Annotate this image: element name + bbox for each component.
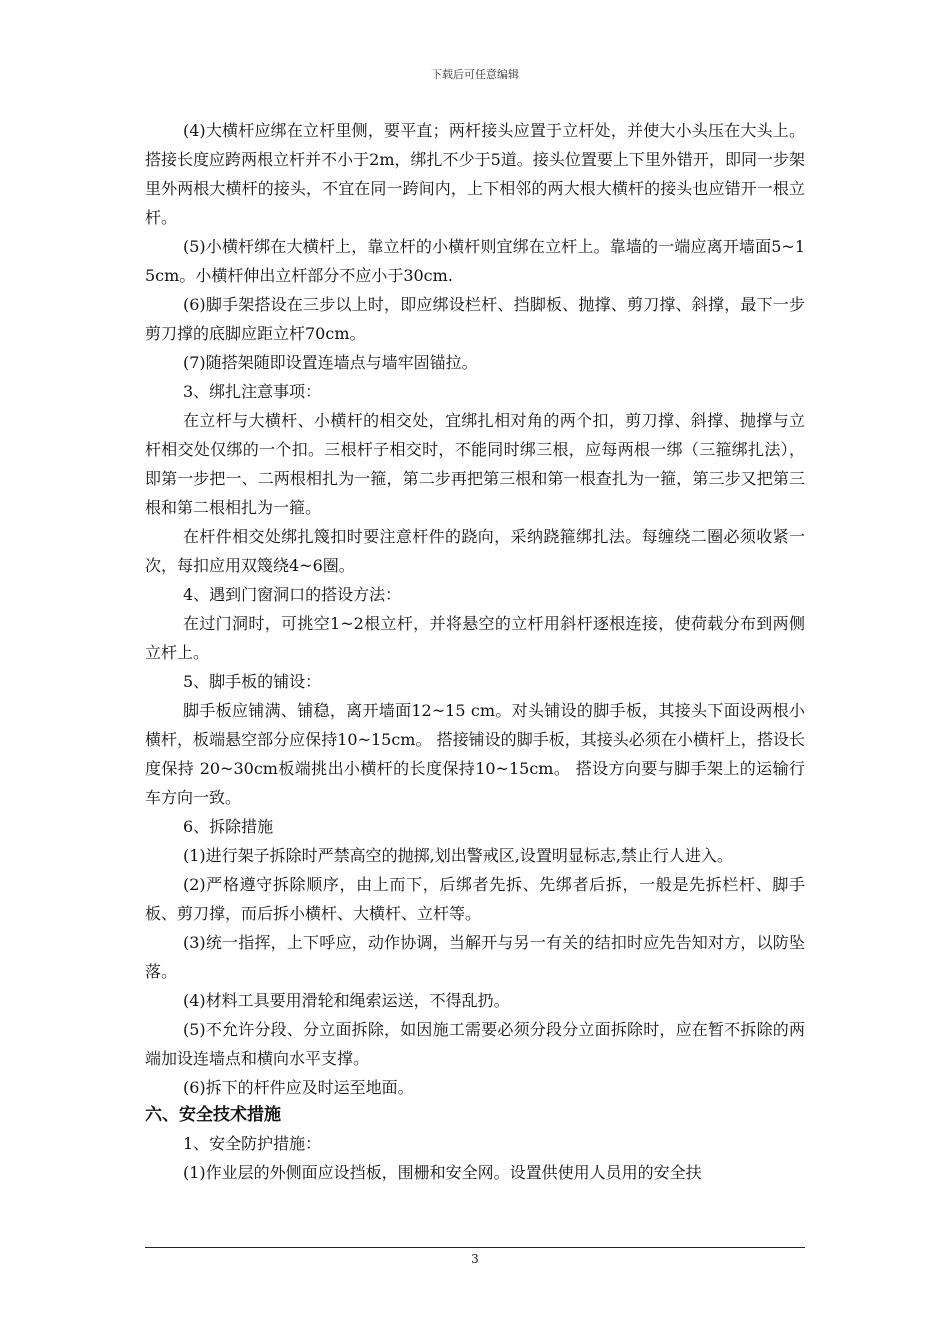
paragraph-dismantle-3: (3)统一指挥，上下呼应，动作协调，当解开与另一有关的结扣时应先告知对方，以防坠落。 [145, 933, 805, 981]
subheading-scaffold-board: 5、脚手板的铺设： [183, 672, 322, 691]
paragraph-dismantle-4: (4)材料工具要用滑轮和绳索运送，不得乱扔。 [183, 991, 510, 1010]
document-body [145, 116, 805, 1187]
subheading-dismantling: 6、拆除措施 [183, 817, 274, 836]
section-heading-safety: 六、安全技术措施 [145, 1105, 281, 1125]
paragraph-scaffold-board: 脚手板应铺满、铺稳，离开墙面12~15 cm。对头铺设的脚手板，其接头下面设两根小横杆，板端悬空部分应保持10~15cm。 搭接铺设的脚手板，其接头必须在小横杆上，搭设长度保持 20~30cm板端挑出小横杆的长度保持10~15cm。 搭设方向要与脚手架上的运输行车方向一致。 [145, 701, 805, 807]
paragraph-dismantle-1: (1)进行架子拆除时严禁高空的抛掷,划出警戒区,设置明显标志,禁止行人进入。 [183, 846, 733, 865]
page-number: 3 [471, 1252, 479, 1266]
footer-divider [145, 1247, 805, 1248]
paragraph-5: (5)小横杆绑在大横杆上，靠立杆的小横杆则宜绑在立杆上。靠墙的一端应离开墙面5~15cm。小横杆伸出立杆部分不应小于30cm. [145, 237, 805, 285]
subheading-door-window: 4、遇到门窗洞口的搭设方法： [183, 585, 402, 604]
subheading-safety-protection: 1、安全防护措施： [183, 1134, 322, 1153]
paragraph-dismantle-5: (5)不允许分段、分立面拆除，如因施工需要必须分段分立面拆除时，应在暂不拆除的两端加设连墙点和横向水平支撑。 [145, 1020, 805, 1068]
paragraph-dismantle-6: (6)拆下的杆件应及时运至地面。 [183, 1078, 414, 1097]
page-header: 下载后可任意编辑 [431, 68, 519, 81]
subheading-binding-notes: 3、绑扎注意事项： [183, 382, 322, 401]
paragraph-dismantle-2: (2)严格遵守拆除顺序，由上而下，后绑者先拆、先绑者后拆，一般是先拆栏杆、脚手板、剪刀撑，而后拆小横杆、大横杆、立杆等。 [145, 875, 805, 923]
paragraph-4: (4)大横杆应绑在立杆里侧，要平直；两杆接头应置于立杆处，并使大小头压在大头上。搭接长度应跨两根立杆并不小于2m，绑扎不少于5道。接头位置要上下里外错开，即同一步架里外两根大横杆的接头，不宜在同一跨间内，上下相邻的两大根大横杆的接头也应错开一根立杆。 [145, 121, 805, 227]
paragraph-bamboo-binding: 在杆件相交处绑扎篾扣时要注意杆件的跷向，采纳跷箍绑扎法。每缠绕二圈必须收紧一次，每扣应用双篾绕4~6圈。 [145, 527, 805, 575]
paragraph-door-opening: 在过门洞时，可挑空1~2根立杆，并将悬空的立杆用斜杆逐根连接，使荷载分布到两侧立杆上。 [145, 614, 805, 662]
paragraph-6: (6)脚手架搭设在三步以上时，即应绑设栏杆、挡脚板、抛撑、剪刀撑、斜撑，最下一步剪刀撑的底脚应距立杆70cm。 [145, 295, 805, 343]
paragraph-safety-1: (1)作业层的外侧面应设挡板，围栅和安全网。设置供使用人员用的安全扶 [183, 1163, 702, 1182]
paragraph-7: (7)随搭架随即设置连墙点与墙牢固锚拉。 [183, 353, 478, 372]
paragraph-binding-method: 在立杆与大横杆、小横杆的相交处，宜绑扎相对角的两个扣，剪刀撑、斜撑、抛撑与立杆相交处仅绑的一个扣。三根杆子相交时，不能同时绑三根，应每两根一绑（三箍绑扎法），即第一步把一、二两根相扎为一箍，第二步再把第三根和第一根查扎为一箍，第三步又把第三根和第二根相扎为一箍。 [145, 411, 805, 517]
